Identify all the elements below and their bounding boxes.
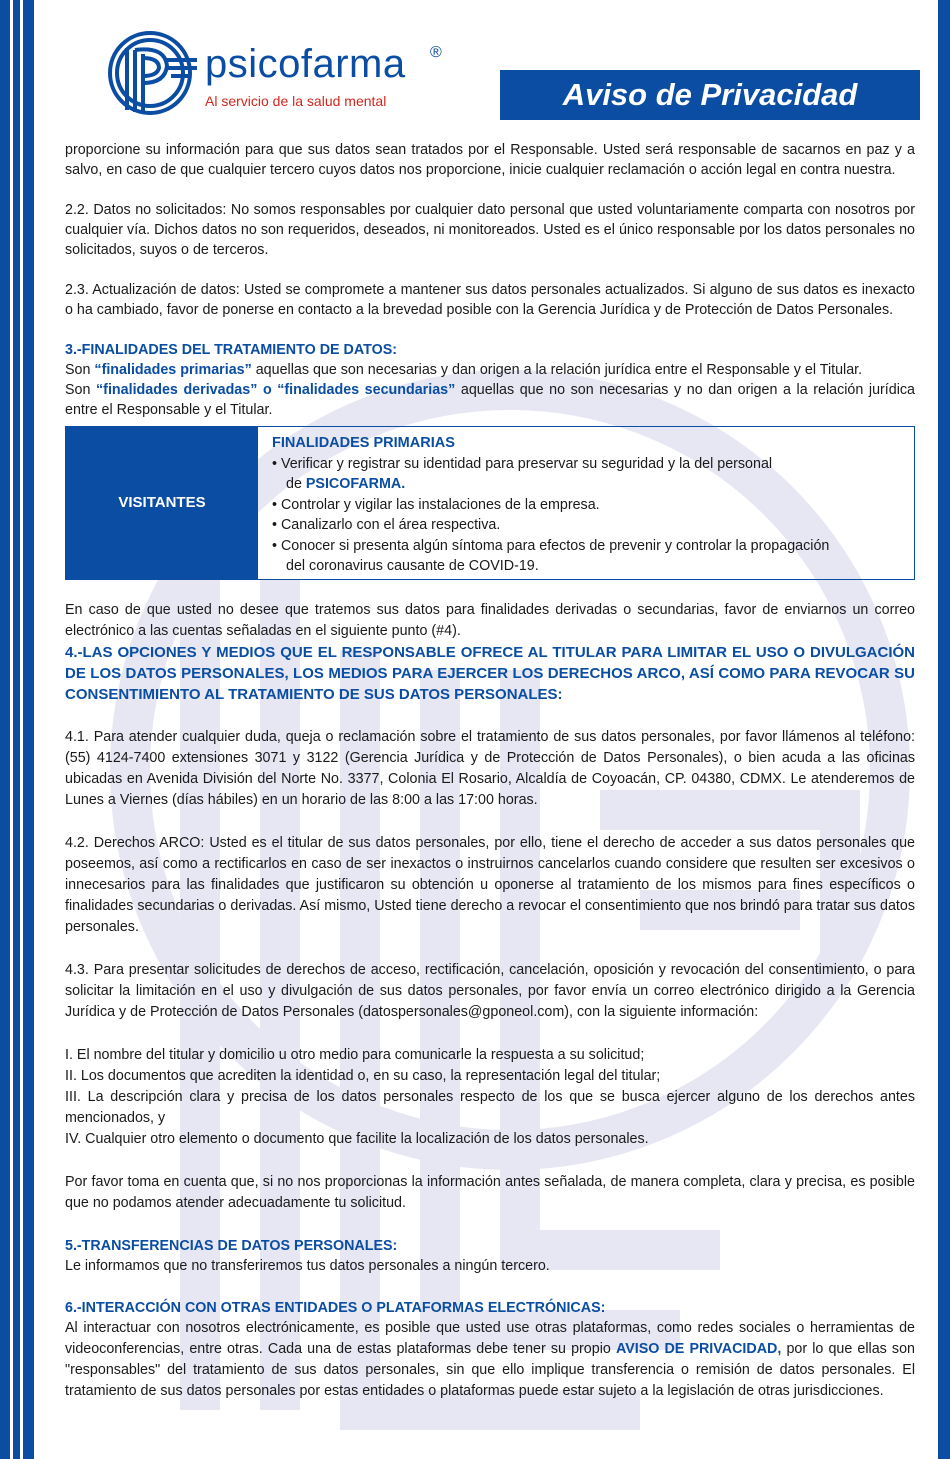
privacy-notice-term: AVISO DE PRIVACIDAD, <box>615 1341 782 1357</box>
brand-name: psicofarma <box>205 42 406 86</box>
brand-tagline: Al servicio de la salud mental <box>205 93 387 109</box>
term-secondary: “finalidades derivadas” o “finalidades secundarias” <box>96 382 456 398</box>
purposes-table <box>65 426 915 580</box>
left-border-stripe <box>13 0 20 1459</box>
section-4-heading: 4.-LAS OPCIONES Y MEDIOS QUE EL RESPONSABLE OFRECE AL TITULAR PARA LIMITAR EL USO O DIVULGACIÓN DE LOS DATOS PERSONALES, LOS MEDIOS PARA EJERCER LOS DERECHOS ARCO, ASÍ COMO PARA REVOCAR SU CONSENTIMIENTO AL TRATAMIENTO DE SUS DATOS PERSONALES: <box>65 644 915 703</box>
table-visitors-cell: VISITANTES <box>66 427 258 579</box>
list-item: I. El nombre del titular y domicilio u otro medio para comunicarle la respuesta a su solicitud; <box>65 1047 645 1063</box>
intro-paragraph: proporcione su información para que sus datos sean tratados por el Responsable. Usted será responsable de sacarnos en paz y a salvo, en caso de que cualquier tercero cuyos datos nos proporcione, inicie cualquier reclamación o acción legal en contra nuestra. <box>65 142 915 178</box>
section-3-heading: 3.-FINALIDADES DEL TRATAMIENTO DE DATOS: <box>65 342 398 358</box>
requirements-list <box>65 1045 915 1150</box>
paragraph-4-1: 4.1. Para atender cualquier duda, queja o reclamación sobre el tratamiento de sus datos personales, por favor llámenos al teléfono: (55) 4124-7400 extensiones 3071 y 3122 (Gerencia Jurídica y de Protección de Datos Personales), o bien acuda a las oficinas ubicadas en Avenida División del Norte No. 3377, Colonia El Rosario, Alcaldía de Coyoacán, CP. 04380, CDMX. Le atenderemos de Lunes a Viernes (días hábiles) en un horario de las 8:00 a las 17:00 horas. <box>65 729 915 808</box>
term-primary: “finalidades primarias” <box>94 362 252 378</box>
brand-mention: PSICOFARMA. <box>305 476 406 492</box>
section-3 <box>65 340 915 420</box>
table-bullet-continuation: de PSICOFARMA. <box>286 476 406 492</box>
paragraph-2-3: 2.3. Actualización de datos: Usted se compromete a mantener sus datos personales actualizados. Si alguno de sus datos es inexacto o ha cambiado, favor de ponerse en contacto a la brevedad posible con la Gerencia Jurídica y de Protección de Datos Personales. <box>65 282 915 318</box>
section-6-heading: 6.-INTERACCIÓN CON OTRAS ENTIDADES O PLATAFORMAS ELECTRÓNICAS: <box>65 1300 606 1316</box>
table-bullet: • Controlar y vigilar las instalaciones de la empresa. <box>272 496 600 513</box>
left-border-stripe <box>23 0 34 1459</box>
list-item: II. Los documentos que acrediten la identidad o, en su caso, la representación legal del titular; <box>65 1068 661 1084</box>
section-3-secondary-definition: Son “finalidades derivadas” o “finalidades secundarias” aquellas que no son necesarias y no dan origen a la relación jurídica entre el Responsable y el Titular. <box>65 382 915 418</box>
list-item: III. La descripción clara y precisa de los datos personales respecto de los que se busca ejercer alguno de los derechos antes mencionados, y <box>65 1089 915 1126</box>
after-table-paragraph: En caso de que usted no desee que tratemos sus datos para finalidades derivadas o secundarias, favor de enviarnos un correo electrónico a las cuentas señaladas en el siguiente punto (#4). <box>65 602 915 639</box>
table-bullet-continuation: del coronavirus causante de COVID-19. <box>286 558 539 574</box>
section-6 <box>65 1298 915 1402</box>
list-item: IV. Cualquier otro elemento o documento que facilite la localización de los datos personales. <box>65 1131 649 1147</box>
paragraph-2-2: 2.2. Datos no solicitados: No somos responsables por cualquier dato personal que usted voluntariamente comparta con nosotros por cualquier vía. Dichos datos no son requeridos, deseados, ni monitoreados. Usted es el único responsable por los datos personales no solicitados, suyos o de terceros. <box>65 202 915 258</box>
left-border-stripe <box>0 0 10 1459</box>
table-bullet: • Verificar y registrar su identidad para preservar su seguridad y la del personal <box>272 455 773 472</box>
section-5-heading: 5.-TRANSFERENCIAS DE DATOS PERSONALES: <box>65 1238 398 1254</box>
table-purposes-heading: FINALIDADES PRIMARIAS <box>272 435 455 451</box>
table-bullet: • Conocer si presenta algún síntoma para efectos de prevenir y controlar la propagación <box>272 537 830 554</box>
page-title: Aviso de Privacidad <box>500 70 920 120</box>
section-5-text: Le informamos que no transferiremos tus datos personales a ningún tercero. <box>65 1258 550 1274</box>
paragraph-4-3: 4.3. Para presentar solicitudes de derechos de acceso, rectificación, cancelación, oposición y revocación del consentimiento, o para solicitar la limitación en el uso y divulgación de sus datos personales, por favor envía un correo electrónico dirigido a la Gerencia Jurídica y de Protección de Datos Personales (datospersonales@gponeol.com), con la siguiente información: <box>65 962 915 1020</box>
section-3-primary-definition: Son “finalidades primarias” aquellas que son necesarias y dan origen a la relación jurídica entre el Responsable y el Titular. <box>65 362 863 378</box>
psicofarma-logo-mark <box>105 28 465 118</box>
registered-mark: ® <box>430 44 442 61</box>
section-6-text: Al interactuar con nosotros electrónicamente, es posible que usted use otras plataformas, como redes sociales o herramientas de videoconferencias, entre otras. Cada una de estas plataformas debe tener su propio AVISO DE PRIVACIDAD, por lo que ellas son "responsables" del tratamiento de sus datos personales, sin que ello implique transferencia o remisión de datos personales. El tratamiento de sus datos personales por estas entidades o plataformas puede estar sujeto a la legislación de otras jurisdicciones. <box>65 1320 915 1399</box>
table-bullet: • Canalizarlo con el área respectiva. <box>272 517 501 533</box>
document-body <box>65 140 915 1402</box>
paragraph-4-2: 4.2. Derechos ARCO: Usted es el titular de sus datos personales, por ello, tiene el derecho de acceder a sus datos personales que poseemos, así como a rectificarlos en caso de ser inexactos o instruirnos cancelarlos cuando considere que resulten ser excesivos o innecesarios para las finalidades que justificaron su obtención u oponerse al tratamiento de los mismos para fines específicos o finalidades secundarias o derivadas. Así mismo, Usted tiene derecho a revocar el consentimiento que nos brindó para tratar sus datos personales. <box>65 835 915 935</box>
closing-paragraph: Por favor toma en cuenta que, si no nos proporcionas la información antes señalada, de manera completa, clara y precisa, es posible que no podamos atender adecuadamente tu solicitud. <box>65 1174 915 1211</box>
table-purposes-cell <box>258 427 829 579</box>
section-5 <box>65 1236 915 1276</box>
